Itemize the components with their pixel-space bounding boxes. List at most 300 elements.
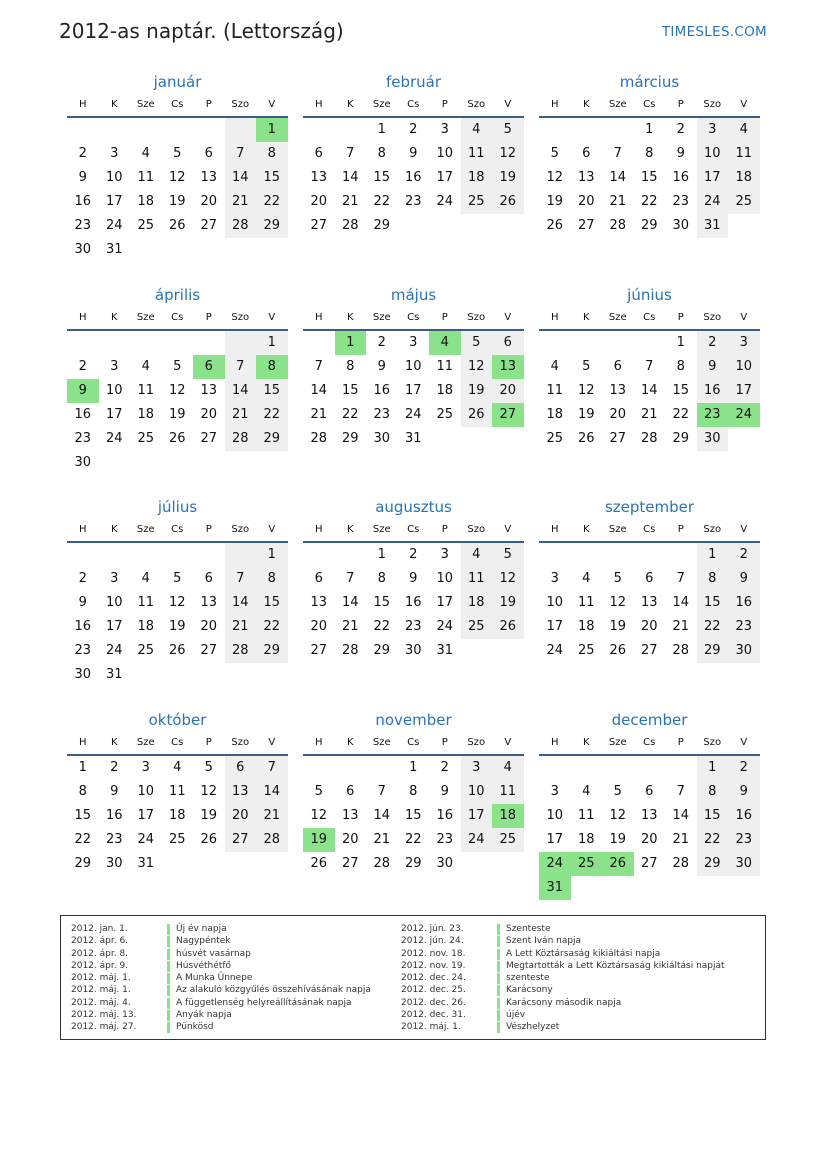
legend-date: 2012. dec. 26. <box>401 997 466 1008</box>
holiday-day-cell: 6 <box>193 355 225 379</box>
day-cell: 29 <box>672 431 690 446</box>
day-cell: 14 <box>225 166 257 190</box>
day-cell: 11 <box>436 359 454 374</box>
day-cell: 29 <box>256 639 288 663</box>
day-grid <box>539 756 760 900</box>
day-cell: 17 <box>436 170 454 185</box>
holiday-marker-icon <box>167 1010 170 1021</box>
weekday-label: K <box>582 524 590 535</box>
day-cell: 2 <box>728 543 760 567</box>
day-cell: 5 <box>492 543 524 567</box>
empty-day-cell <box>130 118 162 142</box>
month-name: november <box>375 711 452 729</box>
day-cell: 1 <box>377 547 386 562</box>
day-grid <box>303 118 524 238</box>
day-cell: 7 <box>225 142 257 166</box>
holiday-marker-icon <box>167 949 170 960</box>
legend-row <box>71 923 371 935</box>
day-cell: 9 <box>440 784 449 799</box>
legend-row <box>401 1009 725 1021</box>
weekday-label: H <box>550 524 559 535</box>
day-cell: 10 <box>697 142 729 166</box>
day-cell: 1 <box>409 760 418 775</box>
legend-row <box>401 972 725 984</box>
day-cell: 28 <box>256 828 288 852</box>
day-cell: 9 <box>78 595 87 610</box>
day-cell: 21 <box>609 194 627 209</box>
month-name: május <box>390 286 437 304</box>
legend-holiday-name: Megtartották a Lett Köztársaság kikiáltási napját <box>506 960 725 971</box>
day-cell: 3 <box>110 146 119 161</box>
day-cell: 27 <box>640 856 658 871</box>
day-cell: 12 <box>168 383 186 398</box>
holiday-marker-icon <box>497 924 500 935</box>
weekday-label: Cs <box>407 737 420 748</box>
day-cell: 7 <box>225 355 257 379</box>
day-cell: 13 <box>200 170 218 185</box>
day-cell: 19 <box>609 832 627 847</box>
day-cell: 12 <box>200 784 218 799</box>
day-cell: 3 <box>141 760 150 775</box>
day-cell: 9 <box>676 146 685 161</box>
day-cell: 26 <box>168 218 186 233</box>
empty-day-cell <box>225 543 257 567</box>
empty-day-cell <box>634 756 666 780</box>
holiday-day-cell: 24 <box>539 852 571 876</box>
day-cell: 24 <box>404 407 422 422</box>
day-cell: 31 <box>137 856 155 871</box>
day-cell: 28 <box>373 856 391 871</box>
empty-day-cell <box>634 331 666 355</box>
day-cell: 18 <box>546 407 564 422</box>
weekday-label: P <box>677 99 684 110</box>
day-cell: 9 <box>697 355 729 379</box>
day-cell: 27 <box>200 643 218 658</box>
day-cell: 29 <box>640 218 658 233</box>
legend-date: 2012. nov. 18. <box>401 948 466 959</box>
day-cell: 30 <box>74 242 92 257</box>
day-cell: 2 <box>697 331 729 355</box>
legend-holiday-name: Pünkösd <box>176 1022 214 1033</box>
month-12 <box>539 708 760 900</box>
day-cell: 13 <box>609 383 627 398</box>
legend-row <box>71 1009 371 1021</box>
day-cell: 4 <box>492 756 524 780</box>
day-grid <box>303 756 524 876</box>
holiday-marker-icon <box>167 936 170 947</box>
empty-day-cell <box>335 118 367 142</box>
legend-holiday-name: Húsvéthétfő <box>176 960 231 971</box>
day-cell: 24 <box>105 643 123 658</box>
day-grid <box>67 756 288 876</box>
day-cell: 24 <box>137 832 155 847</box>
day-cell: 24 <box>105 431 123 446</box>
site-link[interactable]: TIMESLES.COM <box>661 24 767 40</box>
day-cell: 27 <box>310 218 328 233</box>
day-cell: 27 <box>640 643 658 658</box>
legend-row <box>71 935 371 947</box>
day-cell: 25 <box>461 190 493 214</box>
day-cell: 14 <box>672 595 690 610</box>
weekday-label: Cs <box>643 312 656 323</box>
day-cell: 27 <box>609 431 627 446</box>
month-name: április <box>154 286 201 304</box>
day-cell: 2 <box>409 122 418 137</box>
legend-right-column <box>401 923 725 1034</box>
day-cell: 4 <box>728 118 760 142</box>
day-cell: 9 <box>728 567 760 591</box>
day-cell: 6 <box>492 331 524 355</box>
month-4 <box>67 283 288 475</box>
empty-day-cell <box>162 331 194 355</box>
day-cell: 19 <box>168 194 186 209</box>
day-grid <box>303 331 524 451</box>
month-9 <box>539 495 760 663</box>
weekday-label: V <box>504 99 512 110</box>
day-cell: 23 <box>404 619 422 634</box>
day-cell: 23 <box>74 431 92 446</box>
weekday-label: Sze <box>608 524 627 535</box>
legend-date: 2012. jún. 24. <box>401 936 464 947</box>
day-cell: 30 <box>436 856 454 871</box>
day-cell: 29 <box>373 218 391 233</box>
day-cell: 15 <box>256 166 288 190</box>
weekday-label: Cs <box>407 524 420 535</box>
day-cell: 2 <box>377 335 386 350</box>
weekday-header <box>67 519 288 543</box>
holiday-marker-icon <box>167 998 170 1009</box>
weekday-label: K <box>346 737 354 748</box>
empty-day-cell <box>130 543 162 567</box>
day-cell: 8 <box>697 567 729 591</box>
day-cell: 22 <box>373 619 391 634</box>
empty-day-cell <box>571 331 603 355</box>
weekday-label: K <box>346 312 354 323</box>
legend-row <box>401 997 725 1009</box>
holiday-marker-icon <box>497 998 500 1009</box>
day-cell: 9 <box>728 780 760 804</box>
holiday-day-cell: 19 <box>303 828 335 852</box>
weekday-label: K <box>346 524 354 535</box>
holiday-day-cell: 25 <box>571 852 603 876</box>
empty-day-cell <box>665 756 697 780</box>
empty-day-cell <box>571 543 603 567</box>
weekday-label: Cs <box>643 737 656 748</box>
day-cell: 21 <box>225 615 257 639</box>
day-cell: 23 <box>404 194 422 209</box>
day-cell: 15 <box>373 170 391 185</box>
day-cell: 19 <box>168 407 186 422</box>
day-cell: 20 <box>640 619 658 634</box>
day-cell: 8 <box>377 146 386 161</box>
day-grid <box>303 543 524 663</box>
day-cell: 3 <box>728 331 760 355</box>
day-cell: 17 <box>137 808 155 823</box>
weekday-label: Szo <box>231 737 250 748</box>
day-cell: 16 <box>74 619 92 634</box>
legend-date: 2012. dec. 24. <box>401 973 466 984</box>
weekday-label: V <box>740 737 748 748</box>
day-cell: 21 <box>256 804 288 828</box>
day-cell: 17 <box>461 804 493 828</box>
day-cell: 24 <box>436 194 454 209</box>
day-cell: 2 <box>78 359 87 374</box>
day-cell: 2 <box>78 146 87 161</box>
weekday-label: H <box>78 312 87 323</box>
day-cell: 19 <box>577 407 595 422</box>
day-cell: 30 <box>74 667 92 682</box>
day-cell: 7 <box>346 146 355 161</box>
weekday-label: Szo <box>467 524 486 535</box>
day-cell: 22 <box>697 615 729 639</box>
day-cell: 29 <box>341 431 359 446</box>
day-cell: 19 <box>461 379 493 403</box>
day-cell: 8 <box>256 142 288 166</box>
day-cell: 21 <box>672 619 690 634</box>
day-cell: 23 <box>728 615 760 639</box>
weekday-label: K <box>110 99 118 110</box>
day-cell: 26 <box>461 403 493 427</box>
day-cell: 20 <box>577 194 595 209</box>
empty-day-cell <box>303 543 335 567</box>
empty-day-cell <box>602 543 634 567</box>
day-cell: 22 <box>74 832 92 847</box>
day-cell: 23 <box>728 828 760 852</box>
holiday-day-cell: 31 <box>539 876 571 900</box>
weekday-label: P <box>441 99 448 110</box>
weekday-header <box>67 307 288 331</box>
day-cell: 31 <box>697 214 729 238</box>
legend-row <box>401 935 725 947</box>
legend-row <box>401 1021 725 1033</box>
day-cell: 12 <box>492 567 524 591</box>
holiday-day-cell: 13 <box>492 355 524 379</box>
month-3 <box>539 70 760 238</box>
day-cell: 23 <box>105 832 123 847</box>
day-cell: 29 <box>697 852 729 876</box>
day-cell: 4 <box>461 543 493 567</box>
weekday-header <box>539 307 760 331</box>
day-cell: 15 <box>672 383 690 398</box>
day-cell: 16 <box>436 808 454 823</box>
day-cell: 12 <box>492 142 524 166</box>
day-cell: 20 <box>200 619 218 634</box>
day-cell: 27 <box>225 828 257 852</box>
day-cell: 4 <box>141 146 150 161</box>
day-cell: 5 <box>492 118 524 142</box>
day-cell: 6 <box>314 571 323 586</box>
weekday-label: Szo <box>467 737 486 748</box>
day-cell: 31 <box>404 431 422 446</box>
empty-day-cell <box>67 118 99 142</box>
day-cell: 6 <box>645 571 654 586</box>
weekday-label: P <box>205 99 212 110</box>
day-cell: 28 <box>672 643 690 658</box>
day-cell: 22 <box>256 615 288 639</box>
month-5 <box>303 283 524 451</box>
weekday-label: V <box>504 312 512 323</box>
day-cell: 3 <box>409 335 418 350</box>
day-cell: 14 <box>256 780 288 804</box>
legend-date: 2012. máj. 4. <box>71 997 131 1008</box>
legend-holiday-name: húsvét vasárnap <box>176 948 251 959</box>
day-cell: 30 <box>105 856 123 871</box>
day-cell: 12 <box>546 170 564 185</box>
month-name: augusztus <box>375 498 452 516</box>
day-cell: 21 <box>373 832 391 847</box>
day-cell: 19 <box>492 591 524 615</box>
month-2 <box>303 70 524 238</box>
day-cell: 15 <box>74 808 92 823</box>
weekday-label: H <box>314 99 323 110</box>
day-cell: 16 <box>672 170 690 185</box>
day-cell: 26 <box>310 856 328 871</box>
day-cell: 13 <box>200 383 218 398</box>
day-cell: 6 <box>204 571 213 586</box>
day-cell: 13 <box>310 595 328 610</box>
holiday-marker-icon <box>497 961 500 972</box>
empty-day-cell <box>303 118 335 142</box>
day-cell: 9 <box>78 170 87 185</box>
legend-date: 2012. jún. 23. <box>401 924 464 934</box>
day-cell: 30 <box>697 427 729 451</box>
weekday-label: V <box>504 737 512 748</box>
day-cell: 26 <box>200 832 218 847</box>
day-cell: 17 <box>105 194 123 209</box>
day-cell: 20 <box>225 804 257 828</box>
weekday-label: H <box>314 312 323 323</box>
holiday-legend <box>60 915 766 1040</box>
weekday-header <box>303 94 524 118</box>
day-cell: 31 <box>105 242 123 257</box>
day-cell: 22 <box>341 407 359 422</box>
day-cell: 7 <box>256 756 288 780</box>
weekday-label: K <box>582 312 590 323</box>
day-cell: 12 <box>461 355 493 379</box>
weekday-label: Cs <box>407 312 420 323</box>
legend-holiday-name: Nagypéntek <box>176 936 231 947</box>
weekday-label: V <box>268 524 276 535</box>
weekday-label: Szo <box>231 312 250 323</box>
month-name: január <box>153 73 202 91</box>
weekday-label: Sze <box>608 312 627 323</box>
day-cell: 24 <box>546 643 564 658</box>
weekday-label: K <box>346 99 354 110</box>
day-cell: 8 <box>409 784 418 799</box>
empty-day-cell <box>303 756 335 780</box>
day-cell: 3 <box>550 784 559 799</box>
day-cell: 26 <box>609 643 627 658</box>
day-grid <box>539 118 760 238</box>
legend-holiday-name: szenteste <box>506 973 550 984</box>
day-cell: 2 <box>676 122 685 137</box>
day-cell: 13 <box>341 808 359 823</box>
holiday-day-cell: 4 <box>429 331 461 355</box>
day-cell: 25 <box>492 828 524 852</box>
day-grid <box>67 331 288 475</box>
weekday-label: V <box>740 524 748 535</box>
month-name: július <box>157 498 198 516</box>
day-cell: 11 <box>546 383 564 398</box>
weekday-label: Szo <box>467 312 486 323</box>
weekday-label: H <box>550 99 559 110</box>
legend-row <box>401 960 725 972</box>
empty-day-cell <box>67 331 99 355</box>
day-cell: 7 <box>613 146 622 161</box>
day-cell: 3 <box>110 359 119 374</box>
day-cell: 15 <box>256 591 288 615</box>
holiday-marker-icon <box>497 1010 500 1021</box>
day-cell: 23 <box>373 407 391 422</box>
day-cell: 3 <box>461 756 493 780</box>
weekday-label: Szo <box>703 524 722 535</box>
day-cell: 28 <box>672 856 690 871</box>
day-cell: 28 <box>609 218 627 233</box>
day-cell: 8 <box>78 784 87 799</box>
day-cell: 20 <box>200 407 218 422</box>
day-cell: 30 <box>728 852 760 876</box>
day-cell: 25 <box>461 615 493 639</box>
empty-day-cell <box>225 331 257 355</box>
day-grid <box>539 543 760 663</box>
day-cell: 15 <box>341 383 359 398</box>
day-cell: 4 <box>550 359 559 374</box>
holiday-marker-icon <box>167 1022 170 1033</box>
day-cell: 5 <box>204 760 213 775</box>
day-cell: 15 <box>373 595 391 610</box>
day-cell: 8 <box>346 359 355 374</box>
day-cell: 2 <box>110 760 119 775</box>
day-cell: 22 <box>373 194 391 209</box>
holiday-day-cell: 8 <box>256 355 288 379</box>
weekday-label: Cs <box>171 99 184 110</box>
day-cell: 15 <box>404 808 422 823</box>
day-cell: 5 <box>461 331 493 355</box>
day-cell: 27 <box>310 643 328 658</box>
holiday-marker-icon <box>167 973 170 984</box>
day-cell: 20 <box>200 194 218 209</box>
weekday-label: K <box>582 737 590 748</box>
day-cell: 1 <box>256 543 288 567</box>
holiday-marker-icon <box>497 985 500 996</box>
empty-day-cell <box>571 756 603 780</box>
page-title: 2012-as naptár. (Lettország) <box>59 19 344 43</box>
legend-date: 2012. jan. 1. <box>71 924 128 934</box>
day-cell: 12 <box>609 808 627 823</box>
legend-holiday-name: Karácsony második napja <box>506 997 622 1008</box>
month-11 <box>303 708 524 876</box>
day-cell: 3 <box>550 571 559 586</box>
holiday-day-cell: 23 <box>697 403 729 427</box>
day-cell: 15 <box>640 170 658 185</box>
day-cell: 9 <box>377 359 386 374</box>
day-cell: 29 <box>697 639 729 663</box>
weekday-label: K <box>110 737 118 748</box>
day-cell: 18 <box>168 808 186 823</box>
weekday-label: P <box>441 524 448 535</box>
day-cell: 4 <box>461 118 493 142</box>
month-name: február <box>385 73 442 91</box>
day-cell: 26 <box>577 431 595 446</box>
legend-row <box>71 960 371 972</box>
legend-holiday-name: A függetlenség helyreállításának napja <box>176 997 352 1008</box>
day-cell: 8 <box>676 359 685 374</box>
day-cell: 11 <box>461 142 493 166</box>
legend-date: 2012. máj. 27. <box>71 1022 137 1033</box>
day-cell: 16 <box>373 383 391 398</box>
day-cell: 30 <box>373 431 391 446</box>
day-cell: 22 <box>256 190 288 214</box>
